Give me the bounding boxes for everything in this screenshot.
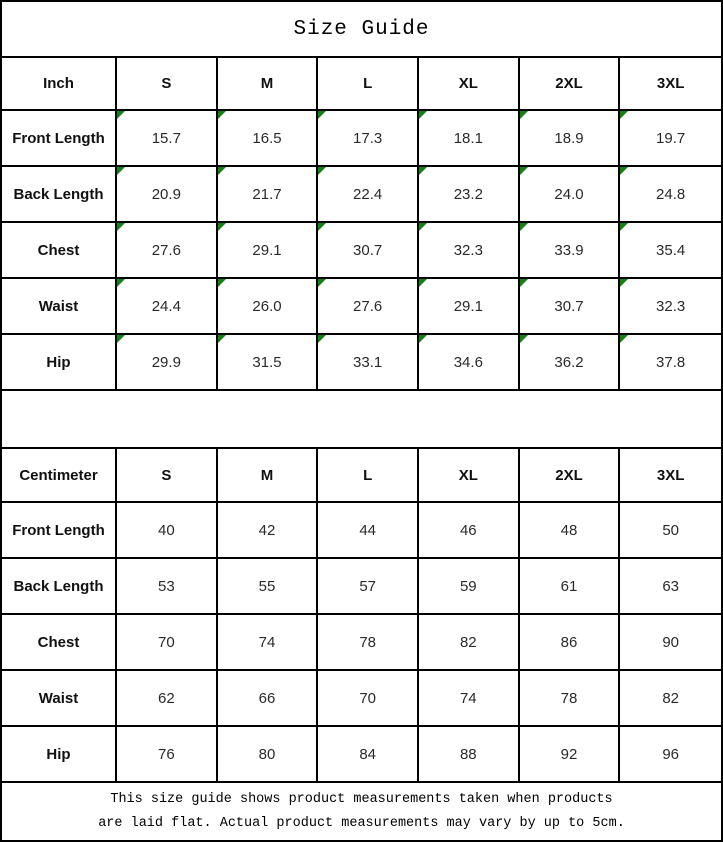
cell-value: 70 — [157, 633, 175, 651]
size-header: L — [318, 447, 419, 503]
size-cell — [117, 615, 218, 671]
row-label: Waist — [2, 671, 117, 727]
error-indicator-icon — [620, 279, 628, 287]
cell-value: 96 — [662, 745, 679, 763]
cell-value: 31.5 — [252, 353, 282, 371]
unit-header-inch: Inch — [2, 58, 117, 111]
error-indicator-icon — [620, 167, 628, 175]
cell-value: 21.7 — [252, 185, 282, 203]
size-cell — [218, 615, 319, 671]
cell-value: 29.1 — [252, 241, 282, 259]
cell-value: 84 — [359, 745, 376, 763]
error-indicator-icon — [520, 279, 528, 287]
size-cell — [318, 111, 419, 167]
size-header: 2XL — [520, 447, 621, 503]
size-cell — [218, 503, 319, 559]
cell-value: 55 — [258, 577, 276, 595]
cell-value: 33.1 — [353, 353, 383, 371]
error-indicator-icon — [620, 335, 628, 343]
size-cell — [620, 503, 721, 559]
cell-value: 19.7 — [656, 129, 686, 147]
cell-value: 40 — [157, 521, 175, 539]
size-cell — [419, 335, 520, 391]
cell-value: 61 — [560, 577, 578, 595]
cell-value: 80 — [258, 745, 276, 763]
size-cell — [318, 503, 419, 559]
cell-value: 86 — [560, 633, 578, 651]
size-cell — [218, 223, 319, 279]
size-cell — [117, 335, 218, 391]
cell-value: 88 — [459, 745, 477, 763]
centimeter-table — [2, 447, 721, 783]
size-cell — [117, 503, 218, 559]
cell-value: 16.5 — [252, 129, 282, 147]
size-cell — [218, 727, 319, 783]
cell-value: 29.1 — [453, 297, 483, 315]
table-row — [2, 167, 721, 223]
cell-value: 44 — [359, 521, 376, 539]
row-label: Waist — [2, 279, 117, 335]
cell-value: 17.3 — [353, 129, 383, 147]
unit-header-centimeter: Centimeter — [2, 447, 117, 503]
size-cell — [419, 727, 520, 783]
cell-value: 76 — [157, 745, 175, 763]
error-indicator-icon — [620, 223, 628, 231]
size-header: XL — [419, 447, 520, 503]
size-cell — [419, 167, 520, 223]
size-header: 2XL — [520, 58, 621, 111]
size-cell — [520, 223, 621, 279]
cell-value: 29.9 — [151, 353, 181, 371]
size-cell — [520, 111, 621, 167]
cell-value: 57 — [359, 577, 376, 595]
size-cell — [419, 111, 520, 167]
inch-table — [2, 58, 721, 391]
size-cell — [620, 671, 721, 727]
error-indicator-icon — [218, 111, 226, 119]
size-cell — [419, 503, 520, 559]
size-header: 3XL — [620, 447, 721, 503]
size-header: XL — [419, 58, 520, 111]
error-indicator-icon — [117, 223, 125, 231]
page-title: Size Guide — [2, 2, 721, 58]
cell-value: 33.9 — [554, 241, 584, 259]
size-cell — [620, 559, 721, 615]
row-label: Front Length — [2, 503, 117, 559]
footer-note — [2, 783, 721, 840]
cell-value: 62 — [157, 689, 175, 707]
cell-value: 63 — [662, 577, 679, 595]
size-cell — [117, 559, 218, 615]
size-cell — [520, 279, 621, 335]
size-header: S — [117, 447, 218, 503]
error-indicator-icon — [318, 111, 326, 119]
size-header: 3XL — [620, 58, 721, 111]
error-indicator-icon — [419, 167, 427, 175]
error-indicator-icon — [117, 111, 125, 119]
cell-value: 82 — [662, 689, 679, 707]
cell-value: 50 — [662, 521, 679, 539]
cell-value: 35.4 — [656, 241, 686, 259]
error-indicator-icon — [218, 279, 226, 287]
cell-value: 30.7 — [554, 297, 584, 315]
size-cell — [620, 167, 721, 223]
cell-value: 20.9 — [151, 185, 181, 203]
error-indicator-icon — [419, 111, 427, 119]
size-cell — [620, 223, 721, 279]
size-cell — [419, 559, 520, 615]
size-cell — [419, 671, 520, 727]
size-cell — [218, 559, 319, 615]
table-row — [2, 671, 721, 727]
cell-value: 74 — [258, 633, 276, 651]
size-cell — [218, 279, 319, 335]
table-row — [2, 615, 721, 671]
size-cell — [620, 335, 721, 391]
cell-value: 70 — [359, 689, 376, 707]
cell-value: 37.8 — [656, 353, 686, 371]
table-row — [2, 727, 721, 783]
size-cell — [520, 615, 621, 671]
error-indicator-icon — [218, 223, 226, 231]
cell-value: 48 — [560, 521, 578, 539]
table-row — [2, 335, 721, 391]
error-indicator-icon — [318, 167, 326, 175]
error-indicator-icon — [520, 223, 528, 231]
footer-note-line1: This size guide shows product measurements taken when products — [110, 791, 613, 807]
size-cell — [520, 503, 621, 559]
cell-value: 18.1 — [453, 129, 483, 147]
error-indicator-icon — [218, 335, 226, 343]
cell-value: 92 — [560, 745, 578, 763]
table-row — [2, 279, 721, 335]
error-indicator-icon — [520, 111, 528, 119]
error-indicator-icon — [419, 335, 427, 343]
size-cell — [318, 279, 419, 335]
error-indicator-icon — [620, 111, 628, 119]
size-cell — [520, 671, 621, 727]
error-indicator-icon — [318, 223, 326, 231]
size-cell — [620, 615, 721, 671]
error-indicator-icon — [318, 279, 326, 287]
error-indicator-icon — [218, 167, 226, 175]
cell-value: 42 — [258, 521, 276, 539]
size-cell — [520, 559, 621, 615]
row-label: Hip — [2, 727, 117, 783]
size-header: M — [218, 58, 319, 111]
cell-value: 66 — [258, 689, 276, 707]
cell-value: 24.8 — [656, 185, 686, 203]
error-indicator-icon — [117, 279, 125, 287]
size-cell — [620, 111, 721, 167]
inch-header-row — [2, 58, 721, 111]
cell-value: 30.7 — [353, 241, 383, 259]
cell-value: 27.6 — [151, 241, 181, 259]
size-cell — [318, 727, 419, 783]
cell-value: 22.4 — [353, 185, 383, 203]
table-row — [2, 223, 721, 279]
cell-value: 74 — [459, 689, 477, 707]
cell-value: 78 — [560, 689, 578, 707]
table-row — [2, 111, 721, 167]
error-indicator-icon — [117, 167, 125, 175]
size-cell — [318, 671, 419, 727]
row-label: Front Length — [2, 111, 117, 167]
size-cell — [117, 223, 218, 279]
size-header: L — [318, 58, 419, 111]
error-indicator-icon — [419, 223, 427, 231]
size-cell — [218, 671, 319, 727]
size-cell — [318, 615, 419, 671]
row-label: Back Length — [2, 167, 117, 223]
cell-value: 53 — [157, 577, 175, 595]
cell-value: 32.3 — [453, 241, 483, 259]
cell-value: 59 — [459, 577, 477, 595]
size-cell — [520, 335, 621, 391]
cell-value: 82 — [459, 633, 477, 651]
error-indicator-icon — [318, 335, 326, 343]
size-cell — [117, 671, 218, 727]
table-spacer — [2, 391, 721, 447]
row-label: Chest — [2, 223, 117, 279]
table-row — [2, 559, 721, 615]
size-cell — [117, 279, 218, 335]
size-cell — [218, 167, 319, 223]
size-cell — [117, 167, 218, 223]
cell-value: 24.0 — [554, 185, 584, 203]
size-cell — [318, 335, 419, 391]
error-indicator-icon — [419, 279, 427, 287]
size-cell — [218, 335, 319, 391]
size-header: S — [117, 58, 218, 111]
size-cell — [520, 167, 621, 223]
cell-value: 15.7 — [151, 129, 181, 147]
footer-note-line2: are laid flat. Actual product measurements may vary by up to 5cm. — [98, 815, 625, 831]
error-indicator-icon — [520, 167, 528, 175]
cell-value: 34.6 — [453, 353, 483, 371]
size-cell — [620, 279, 721, 335]
cell-value: 46 — [459, 521, 477, 539]
cell-value: 36.2 — [554, 353, 584, 371]
size-header: M — [218, 447, 319, 503]
size-cell — [318, 167, 419, 223]
size-cell — [419, 279, 520, 335]
row-label: Chest — [2, 615, 117, 671]
cell-value: 27.6 — [353, 297, 383, 315]
size-cell — [218, 111, 319, 167]
cell-value: 23.2 — [453, 185, 483, 203]
cell-value: 24.4 — [151, 297, 181, 315]
cell-value: 90 — [662, 633, 679, 651]
cell-value: 32.3 — [656, 297, 686, 315]
size-cell — [318, 223, 419, 279]
row-label: Back Length — [2, 559, 117, 615]
cell-value: 78 — [359, 633, 376, 651]
row-label: Hip — [2, 335, 117, 391]
size-cell — [117, 727, 218, 783]
cm-header-row — [2, 447, 721, 503]
size-cell — [318, 559, 419, 615]
size-cell — [419, 223, 520, 279]
size-cell — [117, 111, 218, 167]
size-cell — [520, 727, 621, 783]
error-indicator-icon — [520, 335, 528, 343]
size-cell — [419, 615, 520, 671]
error-indicator-icon — [117, 335, 125, 343]
size-cell — [620, 727, 721, 783]
cell-value: 26.0 — [252, 297, 282, 315]
cell-value: 18.9 — [554, 129, 584, 147]
table-row — [2, 503, 721, 559]
